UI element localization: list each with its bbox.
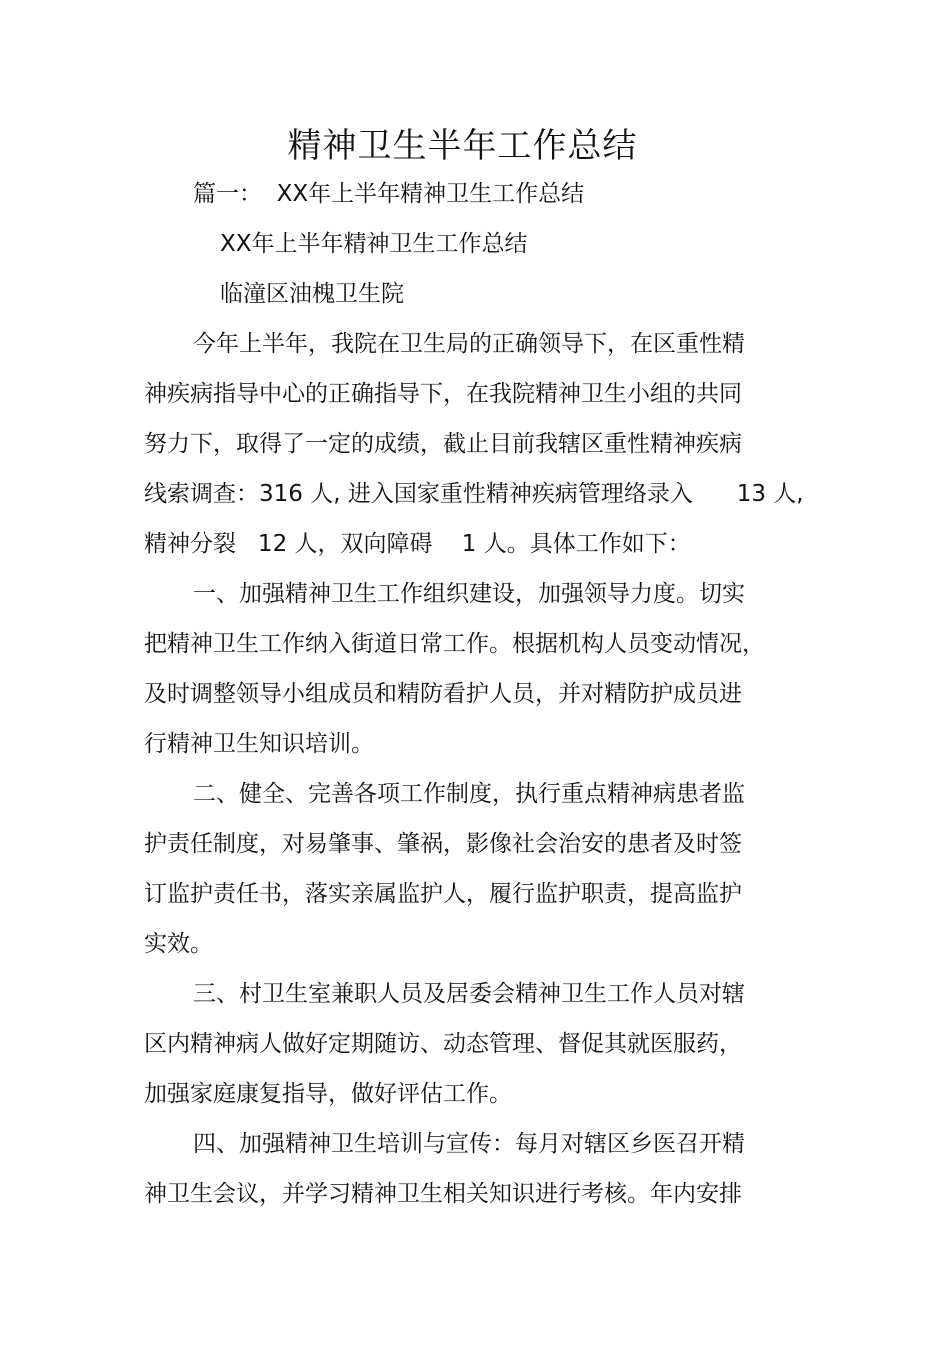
section-heading: 篇一： XX年上半年精神卫生工作总结: [193, 181, 585, 207]
paragraph-line: 四、加强精神卫生培训与宣传：每月对辖区乡医召开精: [193, 1131, 745, 1157]
paragraph-line: 神卫生会议，并学习精神卫生相关知识进行考核。年内安排: [144, 1181, 742, 1207]
paragraph-line: 加强家庭康复指导，做好评估工作。: [144, 1081, 512, 1107]
subtitle: XX年上半年精神卫生工作总结: [220, 231, 528, 257]
paragraph-line: 护责任制度，对易肇事、肇祸，影像社会治安的患者及时签: [144, 831, 742, 857]
paragraph-line: 二、健全、完善各项工作制度，执行重点精神病患者监: [193, 781, 745, 807]
paragraph-line: 订监护责任书，落实亲属监护人，履行监护职责，提高监护: [144, 881, 742, 907]
paragraph-line: 今年上半年，我院在卫生局的正确领导下，在区重性精: [193, 331, 745, 357]
paragraph-line: 神疾病指导中心的正确指导下，在我院精神卫生小组的共同: [144, 381, 742, 407]
paragraph-line: 努力下，取得了一定的成绩，截止目前我辖区重性精神疾病: [144, 431, 742, 457]
paragraph-line: 把精神卫生工作纳入街道日常工作。根据机构人员变动情况，: [144, 631, 765, 657]
paragraph-line: 一、加强精神卫生工作组织建设，加强领导力度。切实: [193, 581, 745, 607]
document-title: 精神卫生半年工作总结: [287, 126, 638, 166]
paragraph-line: 线索调查：316 人, 进入国家重性精神疾病管理络录入 13 人,: [144, 481, 804, 507]
paragraph-line: 精神分裂 12 人，双向障碍 1 人。具体工作如下：: [144, 531, 691, 557]
author-unit: 临潼区油槐卫生院: [220, 281, 404, 307]
paragraph-line: 三、村卫生室兼职人员及居委会精神卫生工作人员对辖: [193, 981, 745, 1007]
paragraph-line: 及时调整领导小组成员和精防看护人员，并对精防护成员进: [144, 681, 742, 707]
paragraph-line: 行精神卫生知识培训。: [144, 731, 374, 757]
paragraph-line: 区内精神病人做好定期随访、动态管理、督促其就医服药，: [144, 1031, 742, 1057]
paragraph-line: 实效。: [144, 931, 213, 957]
